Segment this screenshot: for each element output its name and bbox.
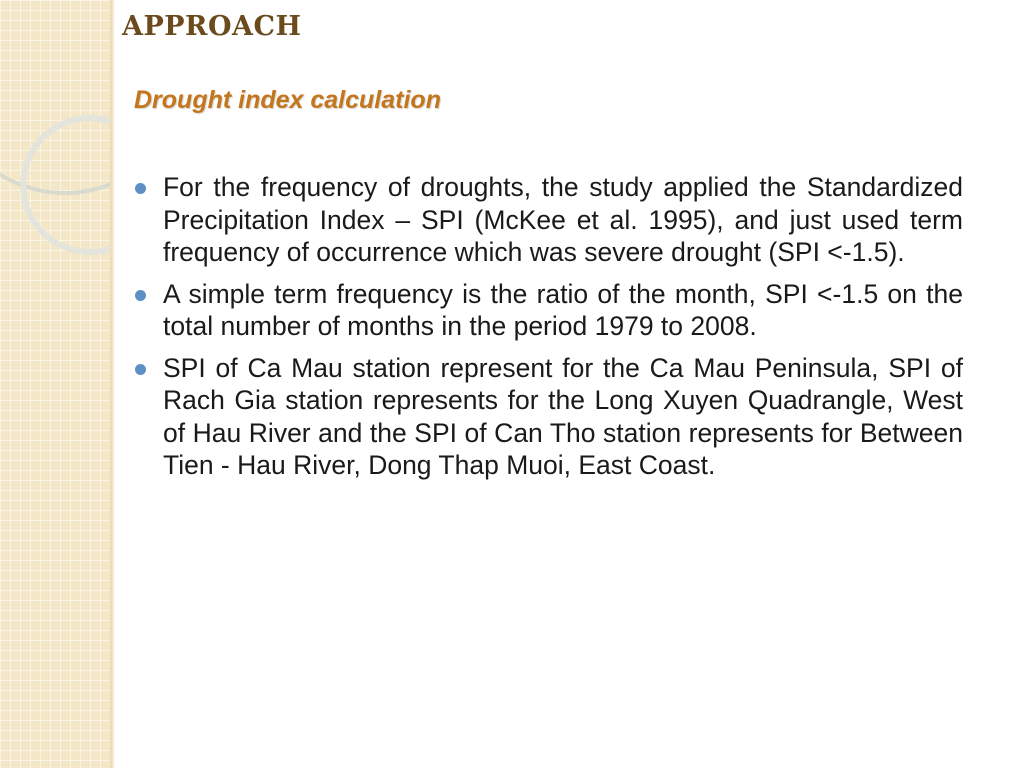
round-bullet-icon xyxy=(135,364,146,375)
round-bullet-icon xyxy=(135,183,146,194)
side-panel-edge xyxy=(110,0,114,768)
decorative-side-panel xyxy=(0,0,113,768)
round-bullet-icon xyxy=(135,290,146,301)
bullet-text: For the frequency of droughts, the study applied the Standardized Precipitation Index – SPI (McKee et al. 1995), and just used term frequency of occurrence which was severe drought (SPI <-1.5). xyxy=(163,172,963,267)
bullet-text: A simple term frequency is the ratio of the month, SPI <-1.5 on the total number of months in the period 1979 to 2008. xyxy=(163,278,963,341)
slide-title: APPROACH xyxy=(122,11,302,42)
bullet-item xyxy=(163,171,963,269)
bullet-text: SPI of Ca Mau station represent for the Ca Mau Peninsula, SPI of Rach Gia station represents for the Long Xuyen Quadrangle, West of Hau River and the SPI of Can Tho station represents for Between Tien - Hau River, Dong Thap Muoi, East Coast. xyxy=(163,352,963,480)
bullet-item xyxy=(163,352,963,482)
bullet-list xyxy=(163,171,963,491)
bullet-item xyxy=(163,278,963,343)
slide-subtitle: Drought index calculation xyxy=(134,86,441,114)
